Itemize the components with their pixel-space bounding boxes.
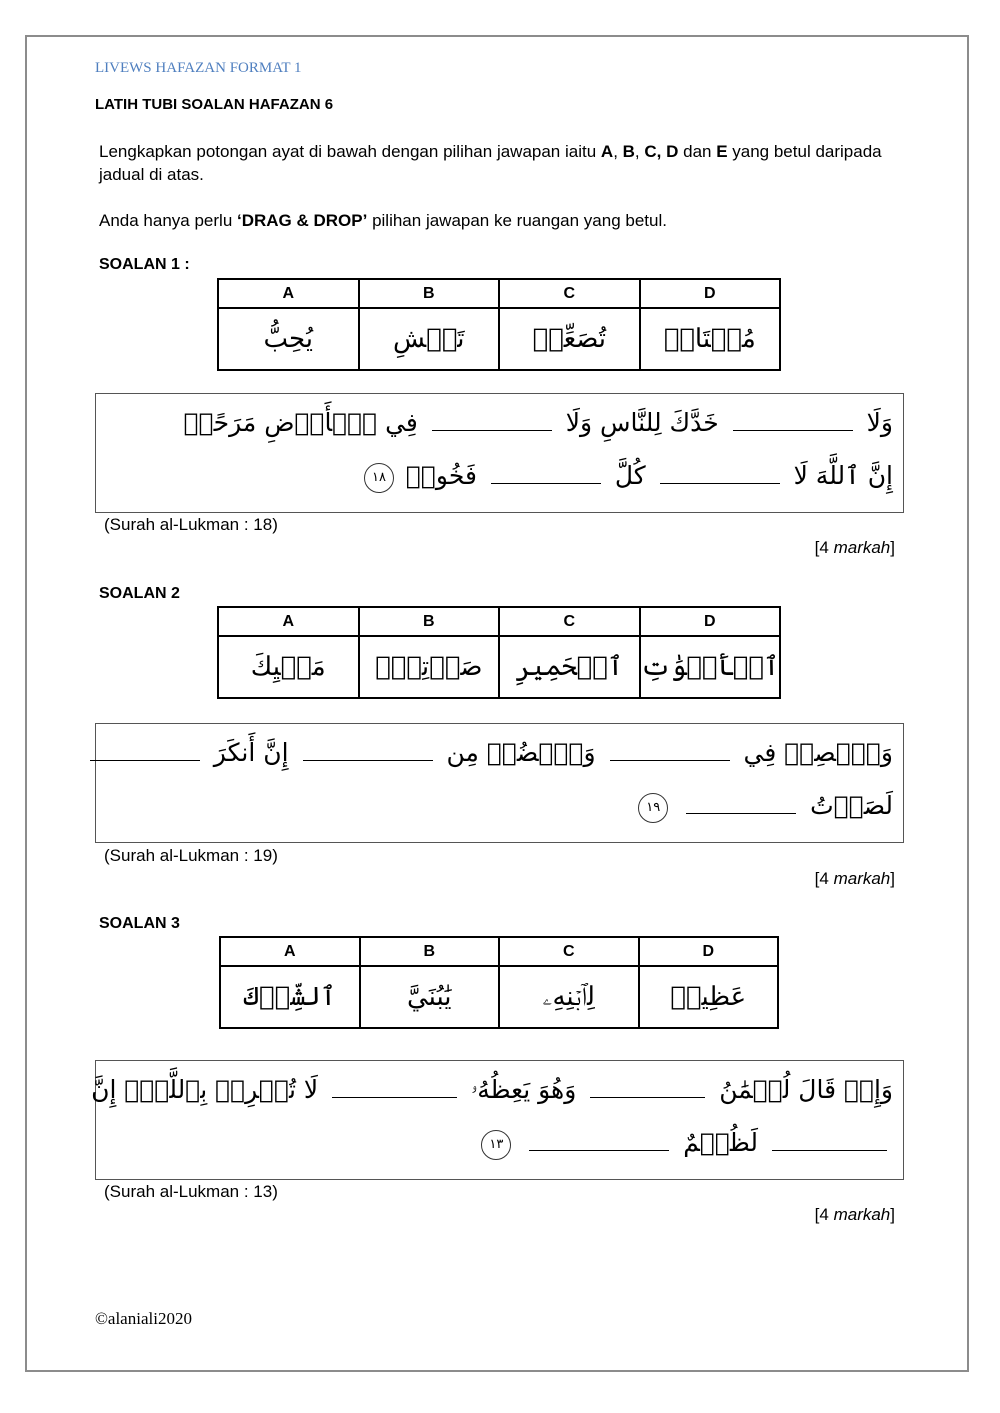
option-c-word[interactable]: ٱلۡحَمِيرِ <box>499 636 640 698</box>
ayah-number-icon: ١٩ <box>638 793 668 823</box>
answer-blank-1[interactable] <box>590 1079 705 1098</box>
option-c-word[interactable]: لِٱبۡنِهِۦ <box>499 966 639 1028</box>
option-d-word[interactable]: ٱلۡأَصۡوَٰتِ <box>640 636 781 698</box>
verse-line-2: إِنَّ ٱللَّهَ لَا كُلَّ فَخُورٖ ١٨ <box>106 461 893 493</box>
option-c-word[interactable]: تُصَعِّرۡ <box>499 308 640 370</box>
question-1-options-table <box>217 278 781 371</box>
question-2-label: SOALAN 2 <box>99 585 180 602</box>
option-letter-c: C <box>499 937 639 966</box>
answer-blank-1[interactable] <box>610 742 730 761</box>
answer-blank-3[interactable] <box>772 1132 887 1151</box>
question-1-reference: (Surah al-Lukman : 18) <box>104 515 278 534</box>
page-title: LATIH TUBI SOALAN HAFAZAN 6 <box>95 96 334 113</box>
answer-blank-2[interactable] <box>303 742 433 761</box>
answer-blank-4[interactable] <box>529 1132 669 1151</box>
instruction-2: Anda hanya perlu ‘DRAG & DROP’ pilihan jawapan ke ruangan yang betul. <box>99 211 667 230</box>
verse-line-2: لَظُلۡمٌ ١٣ <box>106 1128 893 1160</box>
option-letter-d: D <box>640 279 781 308</box>
option-a-word[interactable]: مَشۡيِكَ <box>218 636 359 698</box>
verse-line-1: وَإِذۡ قَالَ لُقۡمَٰنُ وَهُوَ يَعِظُهُۥ لَا تُشۡرِكۡ بِٱللَّهِۖ إِنَّ <box>91 1075 893 1104</box>
option-letter-b: B <box>360 937 500 966</box>
answer-blank-2[interactable] <box>432 412 552 431</box>
answer-blank-1[interactable] <box>733 412 853 431</box>
option-a-word[interactable]: ٱلشِّرۡكَ <box>220 966 360 1028</box>
option-letter-c: C <box>499 279 640 308</box>
ayah-number-icon: ١٣ <box>481 1130 511 1160</box>
question-2-options-table <box>217 606 781 699</box>
option-d-word[interactable]: مُخۡتَالٖ <box>640 308 781 370</box>
answer-blank-2[interactable] <box>332 1079 457 1098</box>
option-b-word[interactable]: تَمۡشِ <box>359 308 500 370</box>
option-letter-d: D <box>639 937 779 966</box>
question-3-verse-box <box>91 1060 904 1180</box>
ayah-number-icon: ١٨ <box>364 463 394 493</box>
instruction-1: Lengkapkan potongan ayat di bawah dengan pilihan jawapan iaitu A, B, C, D dan E yang betul daripada jadual di atas. <box>99 142 882 184</box>
option-b-word[interactable]: صَوۡتِكَۚ <box>359 636 500 698</box>
answer-blank-4[interactable] <box>686 795 796 814</box>
header-label: LIVEWS HAFAZAN FORMAT 1 <box>95 60 302 76</box>
verse-line-1: وَٱقۡصِدۡ فِي وَٱغۡضُضۡ مِن إِنَّ أَنكَرَ <box>106 738 893 767</box>
question-1-marks: [4 markah] <box>814 538 895 557</box>
answer-blank-4[interactable] <box>491 465 601 484</box>
question-1-verse-box <box>95 393 904 513</box>
question-3-marks: [4 markah] <box>814 1205 895 1224</box>
option-b-word[interactable]: يَٰبُنَيَّ <box>360 966 500 1028</box>
option-letter-a: A <box>220 937 360 966</box>
option-a-word[interactable]: يُحِبُّ <box>218 308 359 370</box>
answer-blank-3[interactable] <box>90 742 200 761</box>
option-letter-b: B <box>359 607 500 636</box>
answer-blank-3[interactable] <box>660 465 780 484</box>
option-d-word[interactable]: عَظِيمٞ <box>639 966 779 1028</box>
question-3-options-table <box>219 936 779 1029</box>
question-2-verse-box <box>95 723 904 843</box>
question-2-marks: [4 markah] <box>814 869 895 888</box>
question-1-label: SOALAN 1 : <box>99 256 190 273</box>
verse-line-1: وَلَا خَدَّكَ لِلنَّاسِ وَلَا فِي ٱلۡأَرۡضِ مَرَحًاۖ <box>183 408 893 437</box>
verse-line-2: لَصَوۡتُ ١٩ <box>106 791 893 823</box>
copyright-footer: ©alaniali2020 <box>95 1309 192 1328</box>
question-3-label: SOALAN 3 <box>99 915 180 932</box>
option-letter-a: A <box>218 607 359 636</box>
option-letter-b: B <box>359 279 500 308</box>
option-letter-c: C <box>499 607 640 636</box>
question-3-reference: (Surah al-Lukman : 13) <box>104 1182 278 1201</box>
question-2-reference: (Surah al-Lukman : 19) <box>104 846 278 865</box>
option-letter-a: A <box>218 279 359 308</box>
option-letter-d: D <box>640 607 781 636</box>
